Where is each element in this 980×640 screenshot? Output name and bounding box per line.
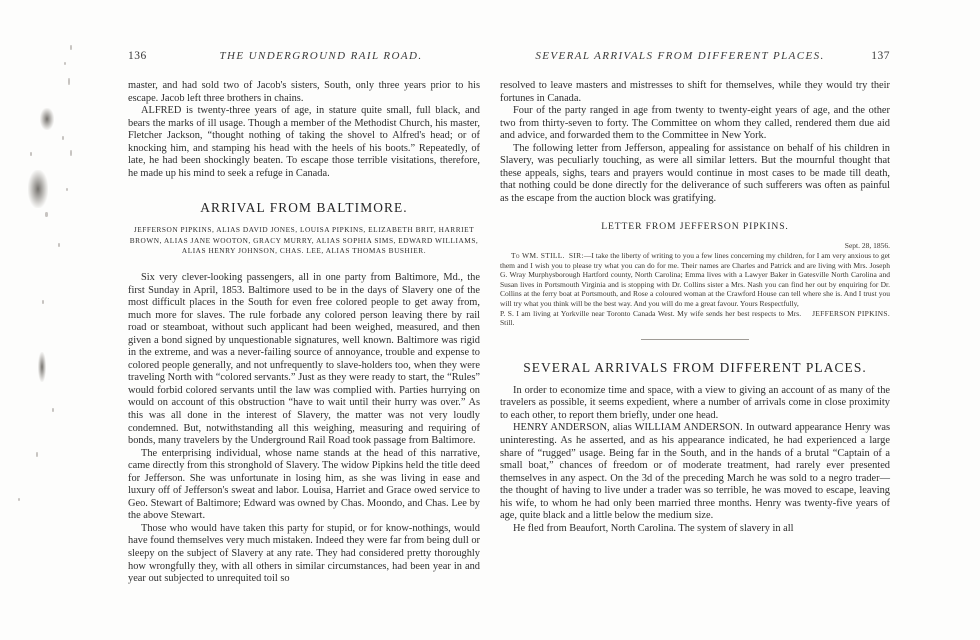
right-page [500,0,890,640]
section-heading-arrival-from-baltimore: ARRIVAL FROM BALTIMORE. [200,200,408,216]
right-page-folio: 137 [871,50,890,62]
scan-artifact [66,188,68,191]
letter-body-text: —I take the liberty of writing to you a few lines concerning my children, for I am very anxious to get them and I wish you to please try what you can do for me. Their names are Charles and Patrick and are living with Mrs. Joseph G. Wray Murphysborough Hartford county, North Carolina; Emma lives with a Lawyer Baker in Gatesville North Carolina and Susan lives in Portsmouth Virginia and is stopping with Dr. Collins sister a Mrs. Nash you can find her out by enquiring for Dr. Collins at the ferry boat at Portsmouth, and Rose a coloured woman at the Crawford House can tell where she is. And I trust you will try what you think will be the best way. And you will do me a great favour. Yours Respectfully, [500,251,891,309]
scan-artifact [36,452,38,457]
right-running-head [500,50,890,80]
section-heading-several-arrivals: SEVERAL ARRIVALS FROM DIFFERENT PLACES. [523,359,867,375]
paragraph-alfred: ALFRED is twenty-three years of age, in stature quite small, full black, and bears the marks of ill usage. Though a member of the Methodist Church, his master, Fletcher Jackson, “thought nothing of taking the shovel to Alfred's head; or of knocking him, and stamping his head with the heels of his boots.” Repeatedly, of late, he had been shockingly beaten. To escape those terrible visitations, therefore, he made up his mind to seek a refuge in Canada. [128,105,480,179]
section-divider-rule [641,339,749,340]
paragraph-beaufort: He fled from Beaufort, North Carolina. The system of slavery in all [513,522,794,534]
letter-block [500,241,890,327]
letter-salutation-recipient: To WM. STILL. [511,251,565,261]
left-column-body [128,80,480,180]
scan-artifact [64,62,66,65]
right-running-head-title: SEVERAL ARRIVALS FROM DIFFERENT PLACES. [535,50,825,62]
scan-artifact [18,498,20,501]
paragraph-know-nothings: Those who would have taken this party for stupid, or for know-nothings, would have found themselves very much mistaken. Indeed they were far from being dull or sleepy on the subject of Slavery at any rate. They had considered pretty thoroughly how wrongfully they, with all others in similar circumstances, had been year in and year out subjected to unrequited toil so [128,522,480,585]
paragraph-baltimore-party: Six very clever-looking passengers, all in one party from Baltimore, Md., the first Sunday in April, 1853. Baltimore used to be in the days of Slavery one of the most difficult places in the South for even free colored people to get away from, much more for slaves. The rule forbade any colored person leaving there by rail road or steamboat, without such applicant had been weighed, measured, and then given a bond signed by unquestionable signatures, well known. Baltimore was rigid in the extreme, and was a never-failing source of annoyance, trouble and expense to colored people generally, and not unfrequently to slave-holders too, when they were traveling North with “colored servants.” Just as they were ready to start, the “Rules” would forbid colored servants until the law was complied with. Parties hurrying on would on account of this obstruction “have to wait until their hurry was over.” As this was all done in the interest of Slavery, the matter was not very loudly condemned. But, notwithstanding all this weighing, measuring and requiring of bonds, many travelers by the Underground Rail Road took passage from Baltimore. [128,271,480,447]
right-column-body-continued [500,385,890,536]
scan-artifact [68,78,70,85]
letter-postscript: P. S. I am living at Yorkville near Toronto Canada West. My wife sends her best respects to Mrs. Still. [500,308,802,328]
scan-artifact [58,243,60,247]
paragraph-continued: master, and had sold two of Jacob's sisters, South, only three years prior to his escape. Jacob left three brothers in chains. [128,80,480,104]
right-column-body [500,80,890,205]
paragraph-henry-anderson: HENRY ANDERSON, alias WILLIAM ANDERSON. In outward appearance Henry was uninteresting. As he asserted, and as his appearance indicated, he had experienced a large share of “rugged” usage. Being far in the South, and in the hands of a brutal “Captain of a small boat,” chances of freedom or of moderate treatment, had rarely ever presented themselves in any aspect. On the 3d of the preceding March he was sold to a negro trader—the thought of having to live under a trader was so terrible, he was moved to escape, leaving his wife, to whom he had only been married three months. Henry was twenty-five years of age, quite black and a little below the medium size. [500,422,890,522]
letter-heading: LETTER FROM JEFFERSON PIPKINS. [601,221,789,233]
left-column-body-continued [128,272,480,586]
paragraph-letter-intro: The following letter from Jefferson, appealing for assistance on behalf of his children in Slavery, was peculiarly touching, as were all similar letters. But the mournful thought that these appeals, sighs, tears and prayers would continue in most cases to be made till death, that nothing could be done directly for the deliverance of such sufferers was often as painful as the escape from the auction block was gratifying. [500,142,890,204]
letter-date: Sept. 28, 1856. [844,241,890,251]
scan-artifact [45,212,48,217]
left-running-head-title: THE UNDERGROUND RAIL ROAD. [219,50,423,62]
left-page-folio: 136 [128,50,147,62]
passenger-name-list: JEFFERSON PIPKINS, ALIAS DAVID JONES, LOUISA PIPKINS, ELIZABETH BRIT, HARRIET BROWN, ALIAS JANE WOOTON, GRACY MURRY, ALIAS SOPHIA SIMS, EDWARD WILLIAMS, ALIAS HENRY JOHNSON, CHAS. LEE, ALIAS THOMAS BUSHIER. [129,225,479,255]
letter-salutation-sir: SIR: [568,251,584,261]
scan-artifact [28,170,48,208]
scan-artifact [52,408,54,412]
scan-artifact [42,300,44,304]
paragraph-party-ages: Four of the party ranged in age from twenty to twenty-eight years of age, and the other two from thirty-seven to forty. The Committee on whom they called, rendered them due aid and advice, and forwarded them to the Committee in New York. [500,105,890,142]
scan-artifact [62,136,64,140]
paragraph-economize: In order to economize time and space, with a view to giving an account of as many of the travelers as possible, it seems expedient, where a number of arrivals come in close proximity to each other, to report them briefly, under one head. [500,384,890,421]
paragraph-continued: resolved to leave masters and mistresses to shift for themselves, while they would try their fortunes in Canada. [500,80,890,104]
scan-artifact [70,45,72,50]
left-page [128,0,480,640]
scan-artifact [30,152,32,156]
left-running-head [128,50,480,80]
letter-signature: JEFFERSON PIPKINS. [812,308,890,318]
scan-artifact [70,150,72,156]
scan-artifact [38,352,46,382]
paragraph-jefferson-pipkins: The enterprising individual, whose name stands at the head of this narrative, came directly from this stronghold of Slavery. The widow Pipkins held the title deed for Jefferson. She was unfortunate in losing him, as she was living in ease and luxury off of Jefferson's sweat and labor. Louisa, Harriet and Grace owed service to Geo. Stewart of Baltimore; Edward was owned by Chas. Moondo, and Chas. Lee by the above Stewart. [128,447,480,522]
scan-artifact [40,108,54,130]
